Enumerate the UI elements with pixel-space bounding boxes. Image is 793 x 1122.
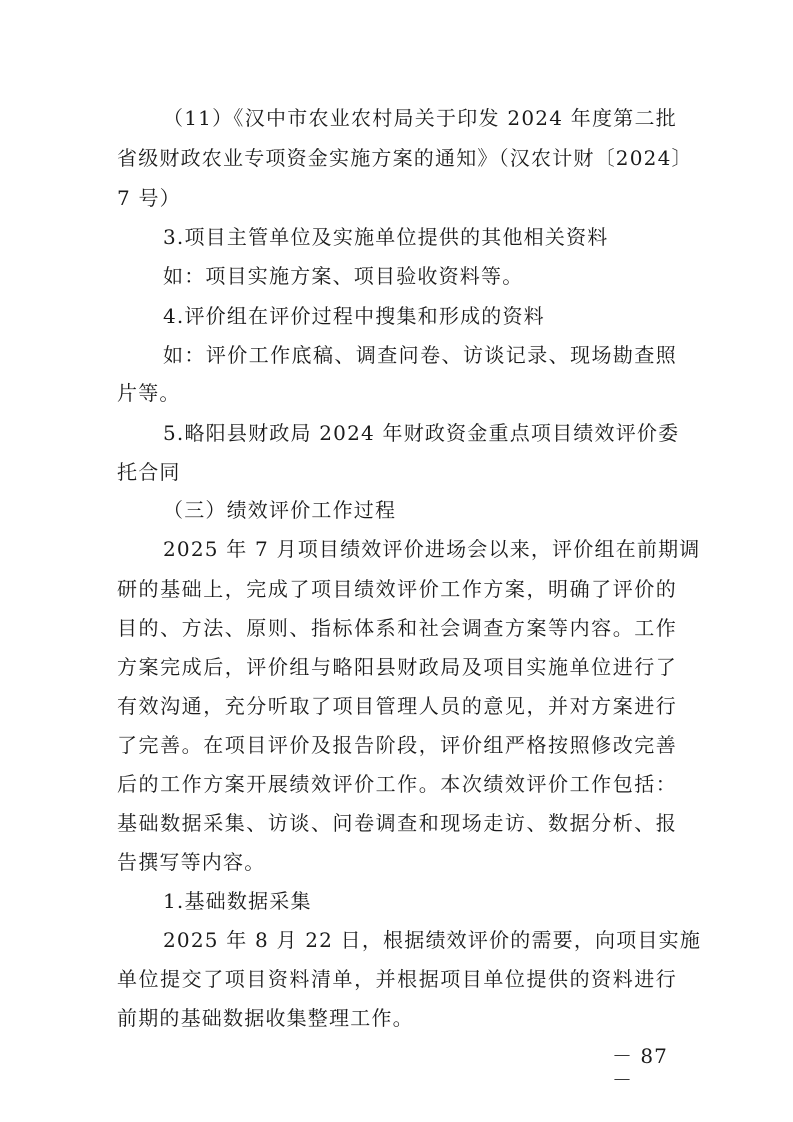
text-line: 3.项目主管单位及实施单位提供的其他相关资料 xyxy=(163,225,609,249)
text-line: 告撰写等内容。 xyxy=(117,850,266,874)
text-line: （11）《汉中市农业农村局关于印发 2024 年度第二批 xyxy=(163,106,677,130)
text-line: 后的工作方案开展绩效评价工作。本次绩效评价工作包括： xyxy=(117,772,677,796)
text-line: 基础数据采集、访谈、问卷调查和现场走访、数据分析、报 xyxy=(117,811,677,835)
text-line: 托合同 xyxy=(117,460,181,484)
text-line: 如：项目实施方案、项目验收资料等。 xyxy=(163,264,524,288)
text-line: 前期的基础数据收集整理工作。 xyxy=(117,1006,414,1030)
text-line: 目的、方法、原则、指标体系和社会调查方案等内容。工作 xyxy=(117,616,677,640)
text-line: 5.略阳县财政局 2024 年财政资金重点项目绩效评价委 xyxy=(163,421,680,445)
text-line: 4.评价组在评价过程中搜集和形成的资料 xyxy=(163,304,545,328)
text-line: 2025 年 8 月 22 日，根据绩效评价的需要，向项目实施 xyxy=(163,928,702,952)
section-heading: （三）绩效评价工作过程 xyxy=(163,498,397,522)
text-line: 7 号） xyxy=(117,186,181,210)
text-line: 了完善。在项目评价及报告阶段，评价组严格按照修改完善 xyxy=(117,733,677,757)
text-line: 研的基础上，完成了项目绩效评价工作方案，明确了评价的 xyxy=(117,577,677,601)
page-number: － 87 － xyxy=(612,1044,668,1092)
subsection-heading: 1.基础数据采集 xyxy=(163,889,312,913)
text-line: 方案完成后，评价组与略阳县财政局及项目实施单位进行了 xyxy=(117,655,677,679)
text-line: 2025 年 7 月项目绩效评价进场会以来，评价组在前期调 xyxy=(163,537,701,561)
text-line: 如：评价工作底稿、调查问卷、访谈记录、现场勘查照 xyxy=(163,343,677,367)
text-line: 有效沟通，充分听取了项目管理人员的意见，并对方案进行 xyxy=(117,694,677,718)
text-line: 省级财政农业专项资金实施方案的通知》（汉农计财〔2024〕 xyxy=(117,146,693,170)
text-line: 片等。 xyxy=(117,381,181,405)
text-line: 单位提交了项目资料清单，并根据项目单位提供的资料进行 xyxy=(117,967,677,991)
